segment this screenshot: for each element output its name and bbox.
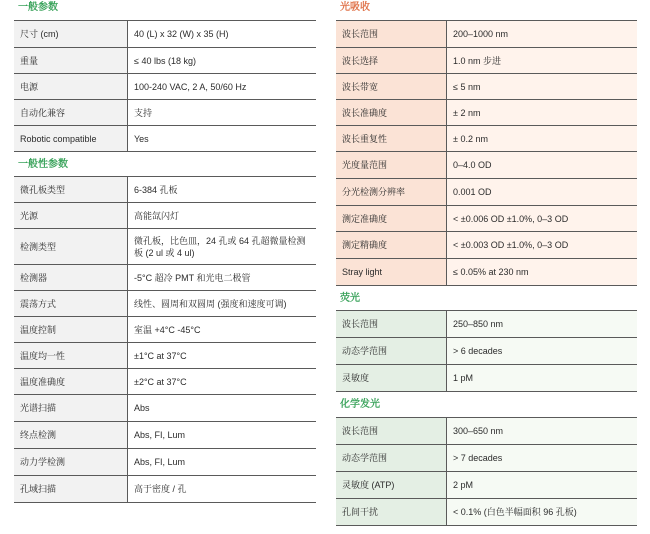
table-row <box>336 232 637 259</box>
param-value: ≤ 5 nm <box>447 74 638 100</box>
param-key: 光源 <box>14 203 128 229</box>
param-key: 检测器 <box>14 265 128 291</box>
param-key: 重量 <box>14 48 128 74</box>
param-key: 终点检测 <box>14 422 128 449</box>
param-key: 尺寸 (cm) <box>14 21 128 48</box>
param-key: 检测类型 <box>14 229 128 265</box>
param-value: 250–850 nm <box>447 311 638 338</box>
table-row <box>14 449 316 476</box>
table-row <box>14 48 316 74</box>
table-row <box>336 445 637 472</box>
param-value: 1.0 nm 步进 <box>447 48 638 74</box>
param-key: 波长选择 <box>336 48 447 74</box>
param-key: 动力学检测 <box>14 449 128 476</box>
param-value: ±1°C at 37°C <box>128 343 317 369</box>
table-row <box>14 126 316 152</box>
general-params-column <box>14 0 316 503</box>
param-key: Stray light <box>336 259 447 286</box>
param-value: Abs <box>128 395 317 422</box>
table-row <box>336 48 637 74</box>
table-row <box>336 311 637 338</box>
param-value: 0–4.0 OD <box>447 152 638 179</box>
chemiluminescence-table <box>336 417 637 526</box>
param-value: Abs, FI, Lum <box>128 422 317 449</box>
table-row <box>14 422 316 449</box>
param-value: 1 pM <box>447 365 638 392</box>
param-value: 40 (L) x 32 (W) x 35 (H) <box>128 21 317 48</box>
section-heading-general: 一般参数 <box>18 2 58 13</box>
param-value: < ±0.006 OD ±1.0%, 0–3 OD <box>447 206 638 232</box>
table-row <box>14 317 316 343</box>
param-value: 高于密度 / 孔 <box>128 476 317 503</box>
section-heading-chemiluminescence: 化学发光 <box>340 399 380 410</box>
table-row <box>14 21 316 48</box>
table-row <box>336 74 637 100</box>
table-row <box>336 126 637 152</box>
param-value: ± 2 nm <box>447 100 638 126</box>
general-performance-table <box>14 176 316 503</box>
param-key: 分光检测分辨率 <box>336 179 447 206</box>
table-row <box>336 472 637 499</box>
general-params-table <box>14 20 316 152</box>
param-key: 动态学范围 <box>336 445 447 472</box>
param-key: 电源 <box>14 74 128 100</box>
param-value: 室温 +4°C -45°C <box>128 317 317 343</box>
table-row <box>14 74 316 100</box>
param-key: 波长带宽 <box>336 74 447 100</box>
param-value: 支持 <box>128 100 317 126</box>
table-row <box>336 365 637 392</box>
param-value: 0.001 OD <box>447 179 638 206</box>
table-row <box>336 338 637 365</box>
param-value: -5°C 超冷 PMT 和光电二极管 <box>128 265 317 291</box>
table-row <box>14 177 316 203</box>
table-row <box>14 203 316 229</box>
fluorescence-table <box>336 310 637 392</box>
param-key: 灵敏度 (ATP) <box>336 472 447 499</box>
table-row <box>336 259 637 286</box>
param-key: 波长范围 <box>336 418 447 445</box>
param-key: 动态学范围 <box>336 338 447 365</box>
table-row <box>336 418 637 445</box>
param-key: 温度准确度 <box>14 369 128 395</box>
param-value: 6-384 孔板 <box>128 177 317 203</box>
table-row <box>336 21 637 48</box>
section-heading-fluorescence: 荧光 <box>340 293 360 304</box>
param-key: 测定精确度 <box>336 232 447 259</box>
section-heading-general-performance: 一般性参数 <box>18 159 68 170</box>
param-key: 波长范围 <box>336 21 447 48</box>
table-row <box>14 265 316 291</box>
param-value: 高能氙闪灯 <box>128 203 317 229</box>
param-value: ± 0.2 nm <box>447 126 638 152</box>
absorbance-table <box>336 20 637 286</box>
param-value: 2 pM <box>447 472 638 499</box>
param-key: 自动化兼容 <box>14 100 128 126</box>
param-value: ≤ 0.05% at 230 nm <box>447 259 638 286</box>
param-key: 光度量范围 <box>336 152 447 179</box>
table-row <box>14 343 316 369</box>
table-row <box>14 395 316 422</box>
param-value: > 7 decades <box>447 445 638 472</box>
param-value: Yes <box>128 126 317 152</box>
param-value: ±2°C at 37°C <box>128 369 317 395</box>
table-row <box>336 499 637 526</box>
param-key: 孔间干扰 <box>336 499 447 526</box>
param-key: 波长重复性 <box>336 126 447 152</box>
table-row <box>14 476 316 503</box>
param-key: 微孔板类型 <box>14 177 128 203</box>
table-row <box>14 291 316 317</box>
param-value: 线性、圆周和双圆周 (强度和速度可调) <box>128 291 317 317</box>
param-value: < 0.1% (白色半幅面积 96 孔板) <box>447 499 638 526</box>
table-row <box>14 100 316 126</box>
param-key: 波长范围 <box>336 311 447 338</box>
table-row <box>336 100 637 126</box>
param-key: 震荡方式 <box>14 291 128 317</box>
table-row <box>14 369 316 395</box>
param-value: 微孔板，比色皿，24 孔或 64 孔超微量检测板 (2 ul 或 4 ul) <box>128 229 317 265</box>
param-key: 测定准确度 <box>336 206 447 232</box>
param-value: < ±0.003 OD ±1.0%, 0–3 OD <box>447 232 638 259</box>
param-key: 温度均一性 <box>14 343 128 369</box>
table-row <box>336 152 637 179</box>
param-key: Robotic compatible <box>14 126 128 152</box>
param-key: 光谱扫描 <box>14 395 128 422</box>
spec-column <box>336 0 637 526</box>
table-row <box>336 206 637 232</box>
param-key: 孔域扫描 <box>14 476 128 503</box>
section-heading-absorbance: 光吸收 <box>340 2 370 13</box>
param-value: Abs, FI, Lum <box>128 449 317 476</box>
param-key: 波长准确度 <box>336 100 447 126</box>
param-value: > 6 decades <box>447 338 638 365</box>
table-row <box>14 229 316 265</box>
param-key: 温度控制 <box>14 317 128 343</box>
param-value: 300–650 nm <box>447 418 638 445</box>
param-value: ≤ 40 lbs (18 kg) <box>128 48 317 74</box>
param-value: 200–1000 nm <box>447 21 638 48</box>
param-value: 100-240 VAC, 2 A, 50/60 Hz <box>128 74 317 100</box>
param-key: 灵敏度 <box>336 365 447 392</box>
table-row <box>336 179 637 206</box>
